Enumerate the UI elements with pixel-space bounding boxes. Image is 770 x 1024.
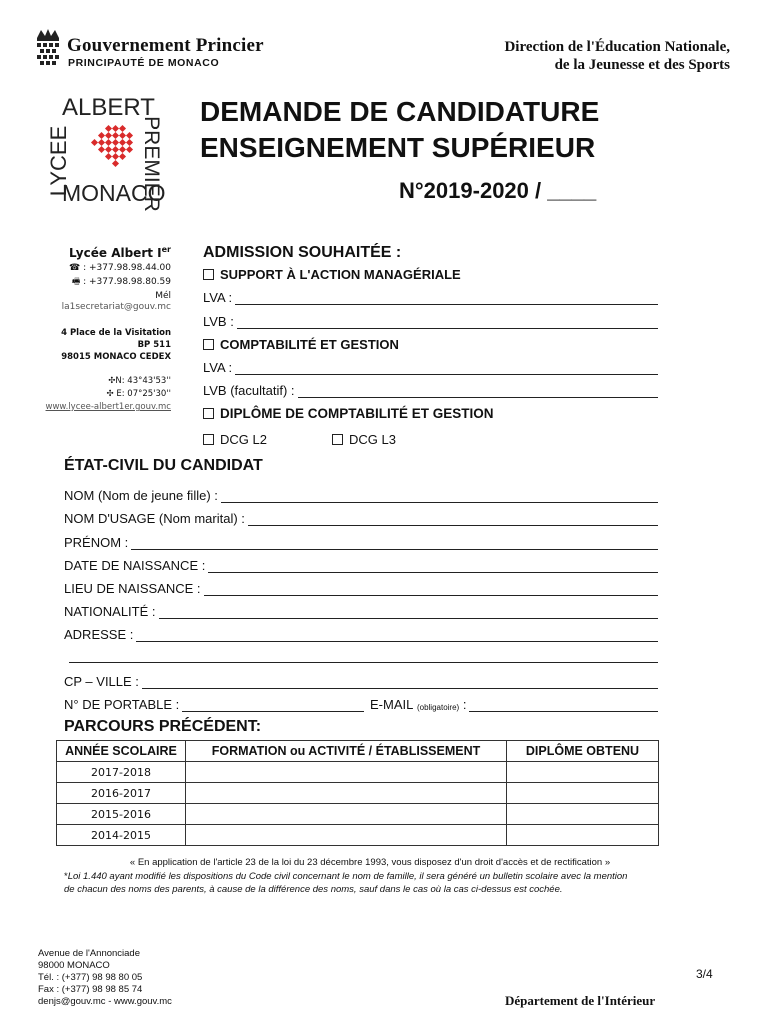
school-email[interactable]: la1secretariat@gouv.mc — [61, 302, 171, 312]
row-diplome[interactable] — [507, 783, 659, 804]
nom-usage-field[interactable]: NOM D'USAGE (Nom marital) : — [64, 511, 658, 526]
col-formation: FORMATION ou ACTIVITÉ / ÉTABLISSEMENT — [186, 741, 507, 762]
table-row[interactable] — [57, 804, 659, 825]
table-row[interactable] — [57, 825, 659, 846]
school-name: Lycée Albert Ier — [68, 245, 171, 260]
dcg-l2-checkbox[interactable] — [203, 434, 214, 445]
address-line3: 98015 MONACO CEDEX — [61, 352, 171, 362]
footer-fax: Fax : (+377) 98 98 85 74 — [38, 984, 143, 995]
option-sam-checkbox[interactable] — [203, 269, 214, 280]
sam-lvb-field[interactable]: LVB : — [203, 314, 658, 329]
compass-icon: ✣ — [106, 389, 114, 399]
row-year: 2017-2018 — [57, 762, 186, 783]
col-annee: ANNÉE SCOLAIRE — [57, 741, 186, 762]
lycee-logo — [48, 92, 178, 210]
adresse-field[interactable]: ADRESSE : — [64, 627, 658, 642]
government-crest-icon — [33, 28, 63, 70]
address-line1: 4 Place de la Visitation — [61, 328, 171, 338]
dcg-l2-option[interactable]: DCG L2 — [203, 432, 267, 447]
longitude: ✣ E: 07°25'30'' — [106, 389, 171, 399]
page-number: 3/4 — [696, 967, 713, 981]
row-formation[interactable] — [186, 804, 507, 825]
option-cg-checkbox[interactable] — [203, 339, 214, 350]
note-star: * — [64, 871, 68, 882]
legal-notice: « En application de l'article 23 de la loi du 23 décembre 1993, vous disposez d'un droit d'accès et de rectification » — [129, 857, 611, 868]
table-row[interactable] — [57, 783, 659, 804]
logo-word-monaco: MONACO — [62, 180, 166, 206]
footer-contact[interactable]: denjs@gouv.mc - www.gouv.mc — [38, 996, 172, 1007]
civil-code-note: *Loi 1.440 ayant modifié les dispositions du Code civil concernant le nom de famille, il sera généré un bulletin scolaire avec la mention de chacun des noms des parents, à cause de la différence des noms, sauf dans le cas où la cas ci-dessus est cochée. — [64, 871, 628, 895]
portable-field[interactable]: N° DE PORTABLE : — [64, 697, 364, 712]
table-row[interactable] — [57, 762, 659, 783]
row-year: 2014-2015 — [57, 825, 186, 846]
gov-title: Gouvernement Princier — [67, 35, 264, 56]
parcours-heading: PARCOURS PRÉCÉDENT: — [64, 718, 262, 735]
etat-civil-heading: ÉTAT-CIVIL DU CANDIDAT — [64, 457, 263, 474]
dcg-l3-option[interactable]: DCG L3 — [332, 432, 396, 447]
cg-lvb-field[interactable]: LVB (facultatif) : — [203, 383, 658, 398]
admission-heading: ADMISSION SOUHAITÉE : — [203, 244, 402, 261]
prenom-field[interactable]: PRÉNOM : — [64, 535, 658, 550]
option-sam[interactable]: SUPPORT À L'ACTION MANAGÉRIALE — [203, 267, 461, 282]
application-number: N°2019-2020 / ____ — [399, 178, 597, 203]
option-cg[interactable]: COMPTABILITÉ ET GESTION — [203, 337, 399, 352]
mel-label: Mél — [155, 291, 171, 301]
logo-word-albert: ALBERT — [62, 94, 155, 121]
school-website[interactable]: www.lycee-albert1er.gouv.mc — [45, 402, 171, 412]
school-contact — [40, 245, 171, 412]
page-title-line1: DEMANDE DE CANDIDATURE — [200, 96, 600, 127]
dcg-l3-checkbox[interactable] — [332, 434, 343, 445]
address-line2: BP 511 — [137, 340, 171, 350]
compass-icon: ✣ — [108, 376, 116, 386]
direction-line1: Direction de l'Éducation Nationale, — [504, 39, 730, 55]
footer-address — [38, 948, 172, 1008]
row-formation[interactable] — [186, 762, 507, 783]
row-formation[interactable] — [186, 825, 507, 846]
cg-lva-field[interactable]: LVA : — [203, 360, 658, 375]
logo-word-lycee: LYCEE — [46, 125, 71, 197]
page-title-line2: ENSEIGNEMENT SUPÉRIEUR — [200, 132, 596, 163]
date-naissance-field[interactable]: DATE DE NAISSANCE : — [64, 558, 658, 573]
row-formation[interactable] — [186, 783, 507, 804]
phone-icon: ☎ — [69, 263, 81, 273]
row-year: 2016-2017 — [57, 783, 186, 804]
footer-addr1: Avenue de l'Annonciade — [38, 948, 140, 959]
school-fax: 🖷 : +377.98.98.80.59 — [71, 277, 171, 287]
cp-ville-field[interactable]: CP – VILLE : — [64, 674, 658, 689]
sam-lva-field[interactable]: LVA : — [203, 290, 658, 305]
lieu-naissance-field[interactable]: LIEU DE NAISSANCE : — [64, 581, 658, 596]
footer-addr2: 98000 MONACO — [38, 960, 110, 971]
department-name: Département de l'Intérieur — [505, 993, 656, 1008]
table-header-row — [57, 741, 659, 762]
col-diplome: DIPLÔME OBTENU — [507, 741, 659, 762]
parcours-table — [56, 740, 659, 846]
row-diplome[interactable] — [507, 825, 659, 846]
school-phone: ☎ : +377.98.98.44.00 — [69, 263, 171, 273]
direction-line2: de la Jeunesse et des Sports — [554, 57, 730, 73]
nom-field[interactable]: NOM (Nom de jeune fille) : — [64, 488, 658, 503]
row-year: 2015-2016 — [57, 804, 186, 825]
option-dcg[interactable]: DIPLÔME DE COMPTABILITÉ ET GESTION — [203, 406, 494, 421]
gov-subtitle: PRINCIPAUTÉ DE MONACO — [68, 57, 220, 69]
row-diplome[interactable] — [507, 762, 659, 783]
row-diplome[interactable] — [507, 804, 659, 825]
latitude: ✣N: 43°43'53'' — [108, 376, 171, 386]
fax-icon: 🖷 — [71, 277, 81, 287]
logo-word-premier: PREMIER — [140, 116, 163, 212]
option-dcg-checkbox[interactable] — [203, 408, 214, 419]
footer-tel: Tél. : (+377) 98 98 80 05 — [38, 972, 143, 983]
nationalite-field[interactable]: NATIONALITÉ : — [64, 604, 658, 619]
email-field[interactable]: E-MAIL (obligatoire) : — [370, 697, 658, 712]
adresse-line2[interactable] — [69, 662, 658, 663]
